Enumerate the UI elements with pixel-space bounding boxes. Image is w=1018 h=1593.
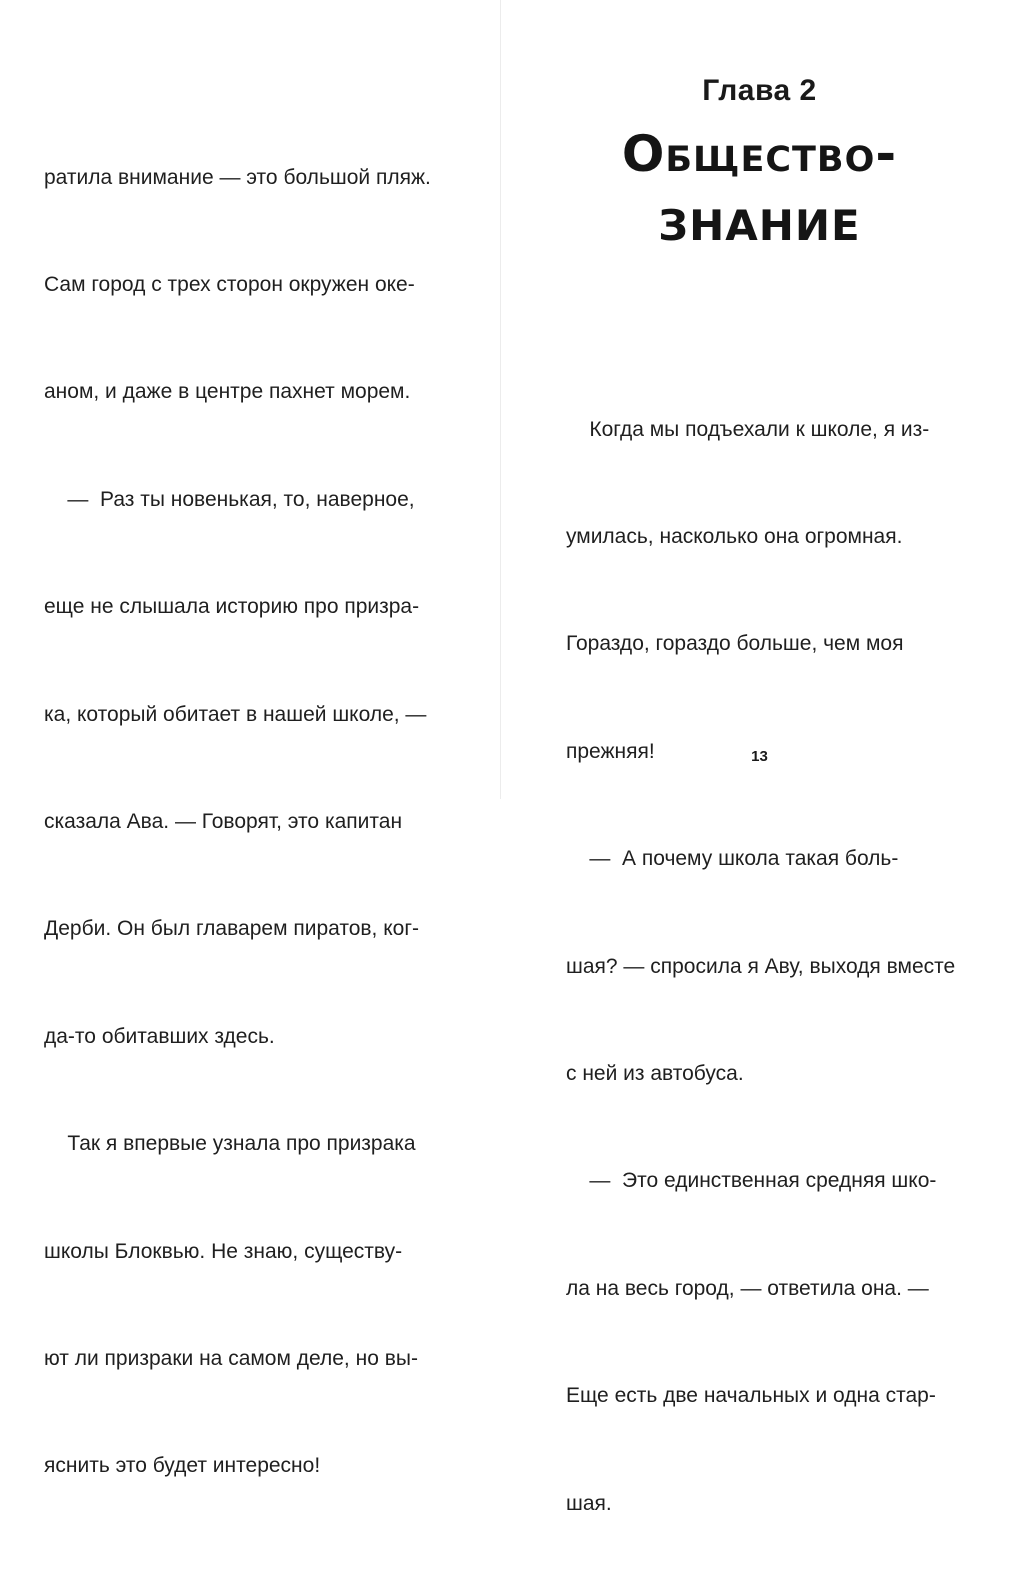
chapter-title-line: Общество-	[621, 125, 898, 183]
text-line: еще не слышала историю про призра-	[44, 595, 420, 619]
text-line: сказала Ава. — Говорят, это капитан	[44, 809, 403, 833]
text-line: шая.	[566, 1491, 612, 1515]
text-line: да-то обитавших здесь.	[44, 1024, 275, 1048]
text-line: ла на весь город, — ответила она. —	[566, 1276, 929, 1300]
text-line: Так я впервые узнала про призрака	[44, 1132, 416, 1156]
text-line: яснить это будет интересно!	[44, 1454, 321, 1478]
chapter-title-line: ЗНАНИЕ	[658, 201, 861, 250]
text-line: — Раз ты новенькая, то, наверное,	[44, 487, 415, 511]
text-line: умилась, насколько она огромная.	[566, 524, 903, 548]
text-line: Еще есть две начальных и одна стар-	[566, 1384, 936, 1408]
text-line: аном, и даже в центре пахнет морем.	[44, 380, 411, 404]
text-line: Гораздо, гораздо больше, чем моя	[566, 632, 904, 656]
left-page	[0, 0, 500, 1478]
text-line: — Это единственная средняя шко-	[566, 1169, 937, 1193]
text-line: ратила внимание — это большой пляж.	[44, 165, 431, 189]
chapter-label: Глава 2	[702, 74, 817, 107]
text-line: шая? — спросила я Аву, выходя вместе	[566, 954, 956, 978]
text-line: Когда мы подъехали к школе, я из-	[566, 417, 930, 441]
text-line: — А почему школа такая боль-	[566, 847, 899, 871]
left-page-body-text	[44, 88, 431, 1556]
text-line: с ней из автобуса.	[566, 1061, 744, 1085]
right-page-body-text	[566, 340, 955, 1593]
page-number: 13	[751, 748, 768, 765]
text-line: школы Блоквью. Не знаю, существу-	[44, 1239, 403, 1263]
text-line: Сам город с трех сторон окружен оке-	[44, 272, 415, 296]
text-line: Дерби. Он был главарем пиратов, ког-	[44, 917, 419, 941]
chapter-title	[501, 118, 1018, 262]
text-line: ют ли призраки на самом деле, но вы-	[44, 1346, 418, 1370]
text-line: ка, который обитает в нашей школе, —	[44, 702, 427, 726]
right-page	[501, 0, 1018, 1515]
text-line: прежняя!	[566, 739, 655, 763]
